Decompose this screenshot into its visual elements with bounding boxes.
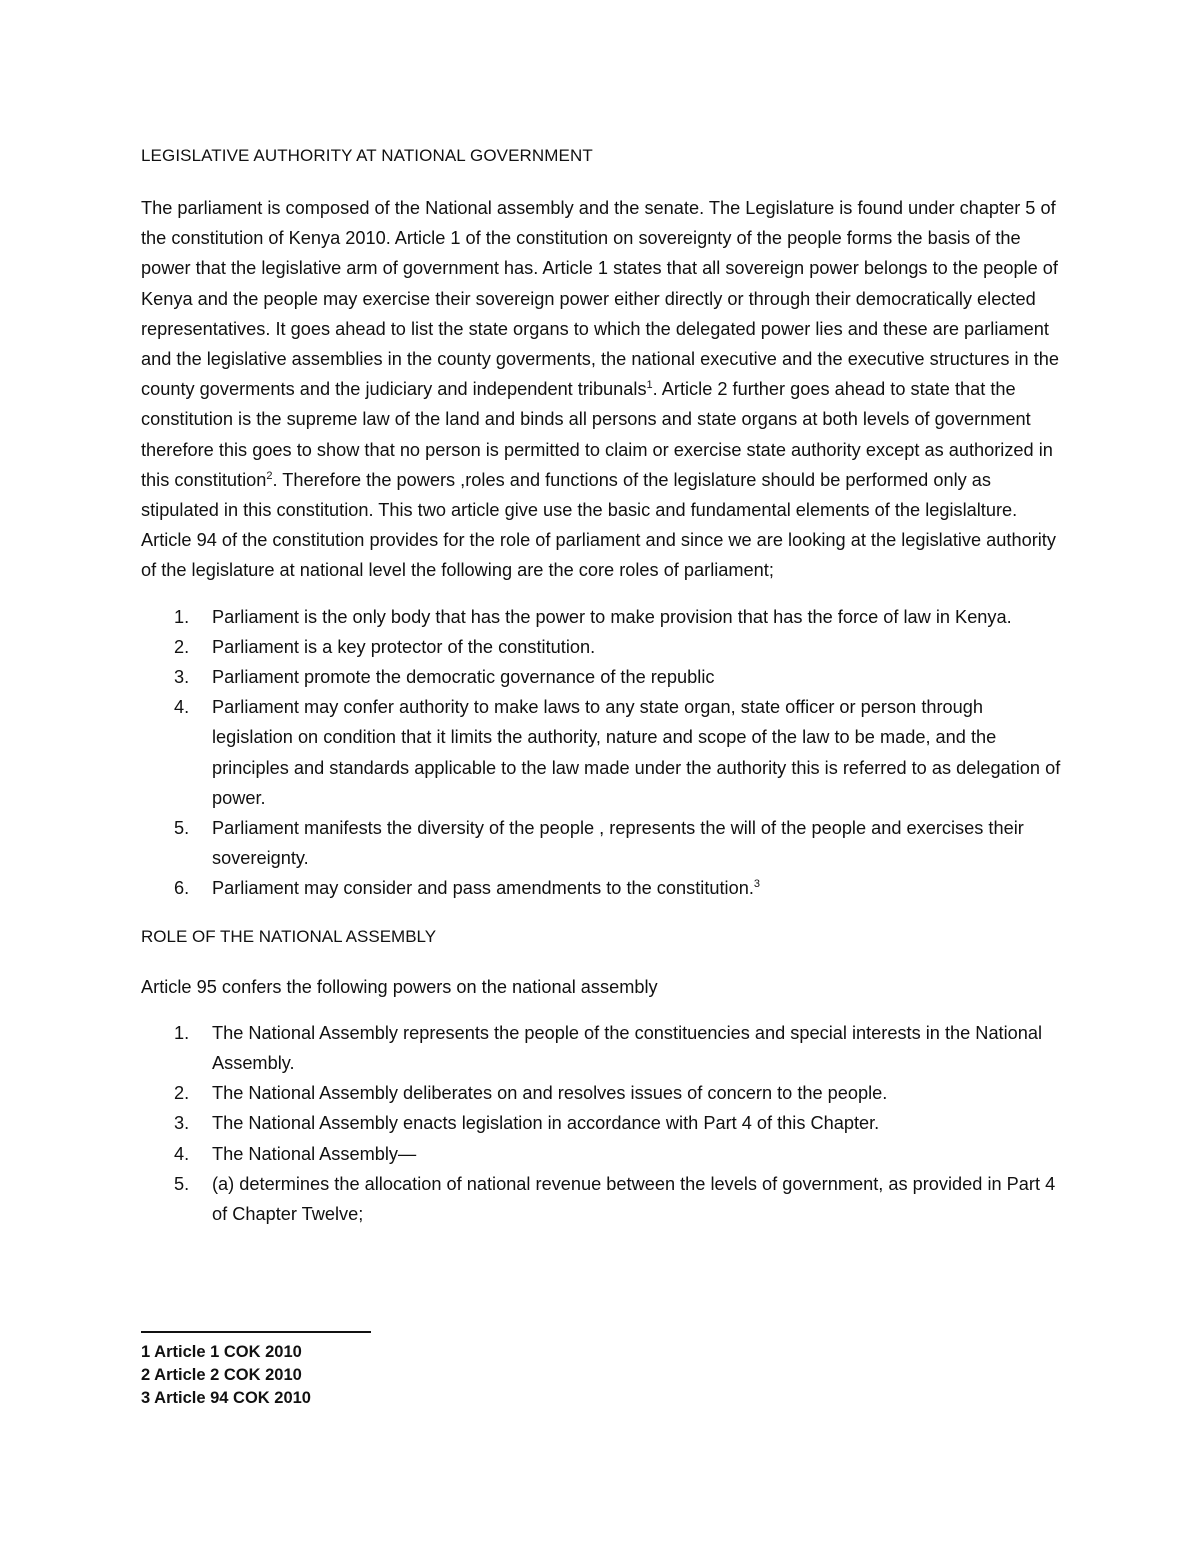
list-number: 1. [174, 606, 190, 627]
national-assembly-powers-list [141, 1018, 1066, 1229]
list-text: Parliament is a key protector of the constitution. [212, 636, 596, 657]
paragraph-part-3: . Therefore the powers ,roles and functions of the legislature should be performed only as stipulated in this constitution. This two article give use the basic and fundamental elements of the legislalture. Article 94 of the constitution provides for the role of parliament and since we are looking at the legislative authority of the legislature at national level the following are the core roles of parliament; [141, 469, 1056, 581]
footnote-1: 1 Article 1 COK 2010 [141, 1343, 302, 1361]
list-number: 3. [174, 667, 190, 688]
list-text: The National Assembly represents the people of the constituencies and special interests in the National Assembly. [212, 1022, 1043, 1074]
footnote-ref-3: 3 [753, 878, 760, 891]
footnotes [141, 1341, 311, 1410]
list-item [141, 813, 1066, 873]
section-heading: ROLE OF THE NATIONAL ASSEMBLY [141, 926, 437, 946]
list-number: 1. [174, 1022, 190, 1043]
footnote-2: 2 Article 2 COK 2010 [141, 1366, 302, 1384]
list-number: 3. [174, 1113, 190, 1134]
list-number: 5. [174, 818, 190, 839]
footnote-3: 3 Article 94 COK 2010 [141, 1389, 311, 1407]
list-number: 4. [174, 1143, 190, 1164]
parliament-roles-list [141, 602, 1066, 904]
list-item [141, 1108, 1066, 1138]
list-item [141, 632, 1066, 662]
list-number: 5. [174, 1173, 190, 1194]
list-text: The National Assembly enacts legislation in accordance with Part 4 of this Chapter. [212, 1113, 880, 1134]
intro-paragraph [141, 193, 1066, 586]
list-number: 2. [174, 636, 190, 657]
list-item [141, 662, 1066, 692]
list-text: Parliament may confer authority to make laws to any state organ, state officer or person through legislation on condition that it limits the authority, nature and scope of the law to be made, and the principles and standards applicable to the law made under the authority this is referred to as delegation of power. [212, 697, 1061, 808]
list-item [141, 1139, 1066, 1169]
list-number: 4. [174, 697, 190, 718]
list-text: The National Assembly— [212, 1143, 417, 1164]
document-page [141, 141, 1066, 1247]
list-number: 2. [174, 1083, 190, 1104]
list-item [141, 1078, 1066, 1108]
list-number: 6. [174, 878, 190, 899]
footnote-divider [141, 1331, 371, 1333]
document-title: LEGISLATIVE AUTHORITY AT NATIONAL GOVERNMENT [141, 146, 593, 165]
paragraph-part-2: . Article 2 further goes ahead to state that the constitution is the supreme law of the land and binds all persons and state organs at both levels of government therefore this goes to show that no person is permitted to claim or exercise state authority except as authorized in this constitution [141, 379, 1053, 490]
list-item [141, 602, 1066, 632]
list-item [141, 1169, 1066, 1229]
footnote-ref-1: 1 [646, 379, 653, 392]
list-item [141, 692, 1066, 813]
footnote-ref-2: 2 [266, 469, 273, 482]
list-item [141, 873, 1066, 903]
paragraph-part-1: The parliament is composed of the National assembly and the senate. The Legislature is found under chapter 5 of the constitution of Kenya 2010. Article 1 of the constitution on sovereignty of the people forms the basis of the power that the legislative arm of government has. Article 1 states that all sovereign power belongs to the people of Kenya and the people may exercise their sovereign power either directly or through their democratically elected representatives. It goes ahead to list the state organs to which the delegated power lies and these are parliament and the legislative assemblies in the county goverments, the national executive and the executive structures in the county goverments and the judiciary and independent tribunals [141, 198, 1059, 400]
list-text: The National Assembly deliberates on and resolves issues of concern to the people. [212, 1083, 888, 1104]
list-item [141, 1018, 1066, 1078]
section-intro: Article 95 confers the following powers on the national assembly [141, 976, 658, 997]
list-text: Parliament may consider and pass amendments to the constitution. [212, 878, 754, 899]
list-text: Parliament promote the democratic governance of the republic [212, 667, 715, 688]
list-text: Parliament is the only body that has the power to make provision that has the force of law in Kenya. [212, 606, 1012, 627]
list-text: (a) determines the allocation of national revenue between the levels of government, as provided in Part 4 of Chapter Twelve; [212, 1173, 1056, 1225]
list-text: Parliament manifests the diversity of the people , represents the will of the people and exercises their sovereignty. [212, 818, 1024, 869]
